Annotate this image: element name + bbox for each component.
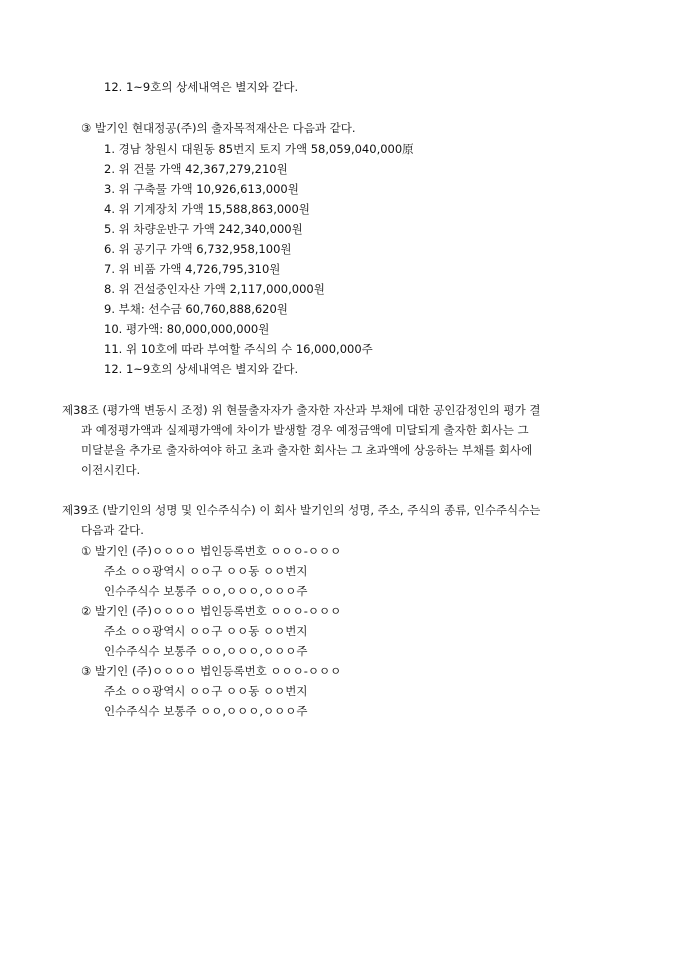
founder-address: 주소 ㅇㅇ광역시 ㅇㅇ구 ㅇㅇ동 ㅇㅇ번지 [104,684,308,698]
founder-shares: 인수주식수 보통주 ㅇㅇ,ㅇㅇㅇ,ㅇㅇㅇ주 [104,644,308,658]
section3-item: 11. 위 10호에 따라 부여할 주식의 수 16,000,000주 [104,342,373,356]
section3-item: 4. 위 기계장치 가액 15,588,863,000원 [104,202,310,216]
article39-line: 제39조 (발기인의 성명 및 인수주식수) 이 회사 발기인의 성명, 주소, 주식의 종류, 인수주식수는 [62,503,541,517]
section3-item: 10. 평가액: 80,000,000,000원 [104,322,270,336]
section3-item: 5. 위 차량운반구 가액 242,340,000원 [104,222,303,236]
founder-shares: 인수주식수 보통주 ㅇㅇ,ㅇㅇㅇ,ㅇㅇㅇ주 [104,704,308,718]
founder-heading: ② 발기인 (주)ㅇㅇㅇㅇ 법인등록번호 ㅇㅇㅇ-ㅇㅇㅇ [81,604,342,618]
article38-line: 이전시킨다. [81,463,141,477]
section3-item: 12. 1~9호의 상세내역은 별지와 같다. [104,362,299,376]
section3-heading: ③ 발기인 현대정공(주)의 출자목적재산은 다음과 같다. [81,121,356,135]
founder-heading: ③ 발기인 (주)ㅇㅇㅇㅇ 법인등록번호 ㅇㅇㅇ-ㅇㅇㅇ [81,664,342,678]
section3-item: 7. 위 비품 가액 4,726,795,310원 [104,262,281,276]
section3-item: 1. 경남 창원시 대원동 85번지 토지 가액 58,059,040,000原 [104,142,414,156]
founder-shares: 인수주식수 보통주 ㅇㅇ,ㅇㅇㅇ,ㅇㅇㅇ주 [104,584,308,598]
section3-item: 6. 위 공기구 가액 6,732,958,100원 [104,242,292,256]
section3-item: 3. 위 구축물 가액 10,926,613,000원 [104,182,299,196]
section3-item: 8. 위 건설중인자산 가액 2,117,000,000원 [104,282,325,296]
top-item-12: 12. 1~9호의 상세내역은 별지와 같다. [104,80,299,94]
section3-item: 9. 부채: 선수금 60,760,888,620원 [104,302,288,316]
article38-line: 미달분을 추가로 출자하여야 하고 초과 출자한 회사는 그 초과액에 상응하는 부채를 회사에 [81,443,533,457]
founder-address: 주소 ㅇㅇ광역시 ㅇㅇ구 ㅇㅇ동 ㅇㅇ번지 [104,564,308,578]
section3-item: 2. 위 건물 가액 42,367,279,210원 [104,162,288,176]
article38-line: 과 예정평가액과 실제평가액에 차이가 발생할 경우 예정금액에 미달되게 출자한 회사는 그 [81,423,529,437]
article38-line: 제38조 (평가액 변동시 조정) 위 현물출자자가 출자한 자산과 부채에 대한 공인감정인의 평가 결 [62,403,541,417]
founder-address: 주소 ㅇㅇ광역시 ㅇㅇ구 ㅇㅇ동 ㅇㅇ번지 [104,624,308,638]
article39-line: 다음과 같다. [81,523,144,537]
founder-heading: ① 발기인 (주)ㅇㅇㅇㅇ 법인등록번호 ㅇㅇㅇ-ㅇㅇㅇ [81,544,342,558]
